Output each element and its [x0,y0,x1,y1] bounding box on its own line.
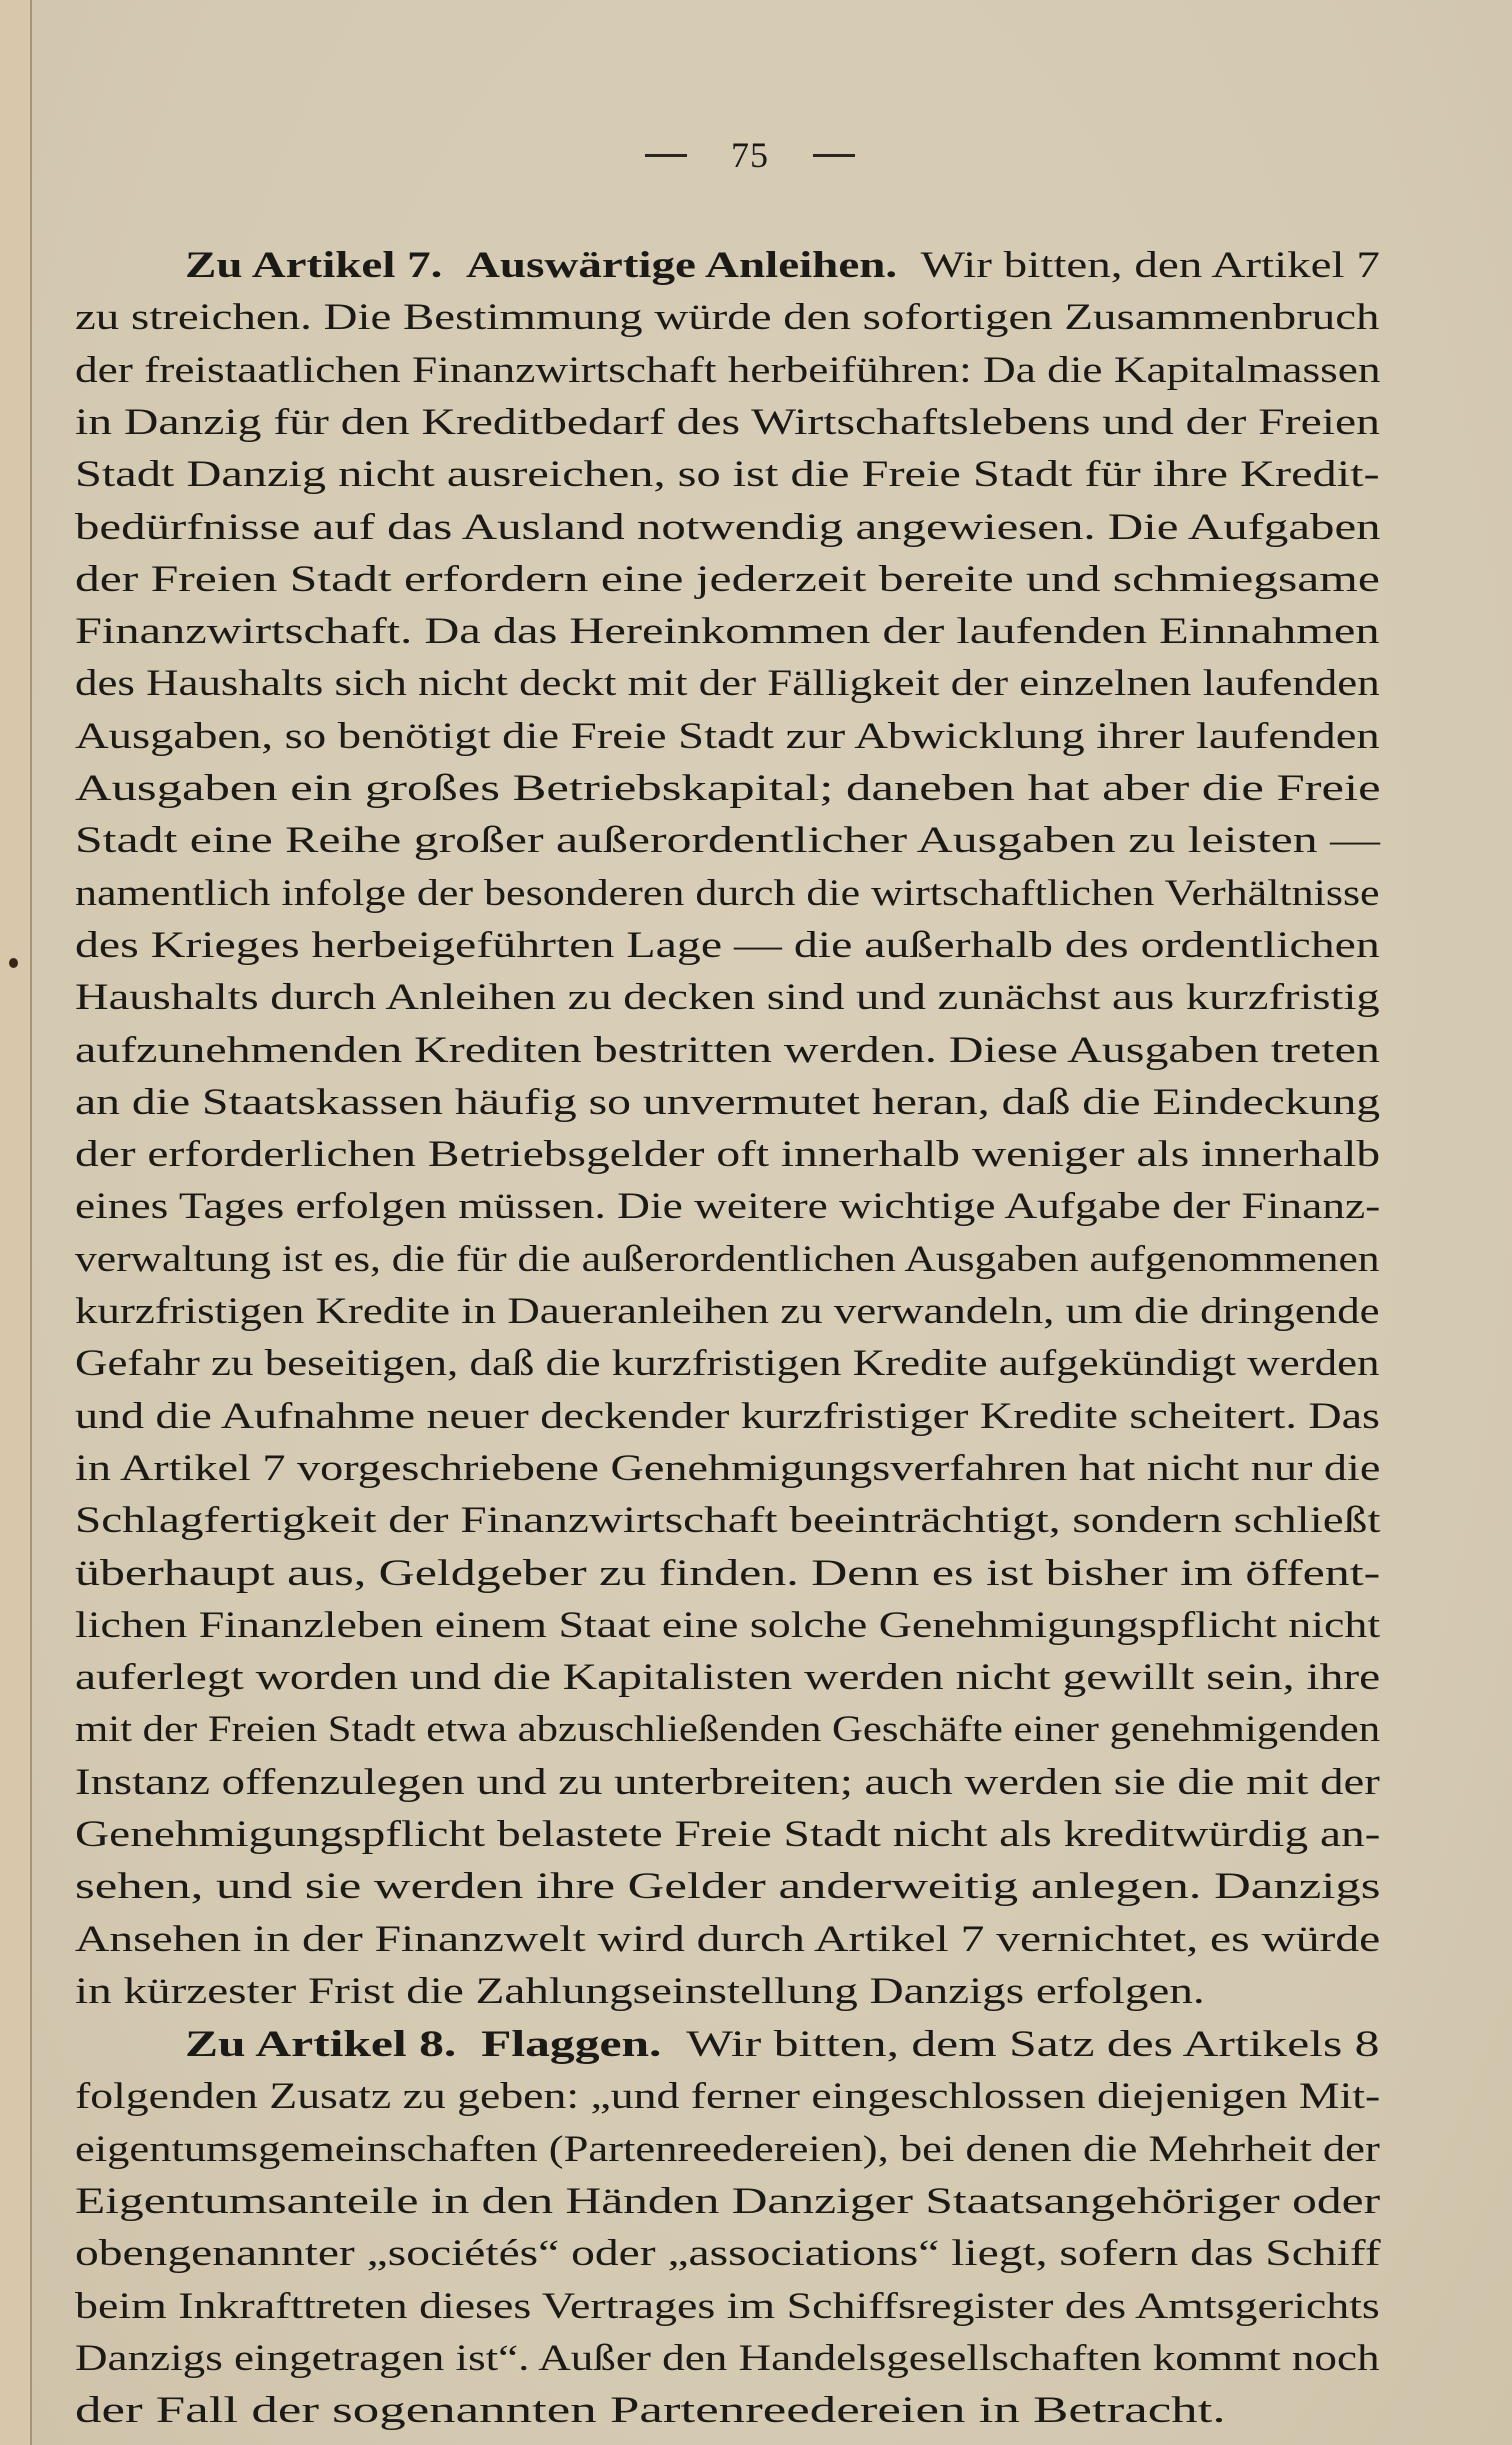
paragraph-article-7-line [75,1234,1380,1286]
line-text: des Krieges herbeigeführten Lage — die außerhalb des ordentlichen [75,924,1380,966]
paragraph-article-7-line [75,1704,1380,1756]
line-text: Schlagfertigkeit der Finanzwirtschaft beeinträchtigt, sondern schließt [75,1500,1381,1542]
line-text: obengenannter „sociétés“ oder „associations“ liegt, sofern das Schiff [75,2233,1381,2275]
line-text: Ansehen in der Finanzwelt wird durch Artikel 7 vernichtet, es würde [75,1918,1381,1960]
paragraph-article-7-line [75,554,1380,606]
line-text: überhaupt aus, Geldgeber zu finden. Denn es ist bisher im öffent- [75,1552,1381,1594]
line-text: Finanzwirtschaft. Da das Hereinkommen der laufenden Einnahmen [75,611,1380,653]
paragraph-article-7-line [75,711,1380,763]
line-text: Eigentumsanteile in den Händen Danziger Staatsangehöriger oder [75,2180,1381,2222]
line-text: eines Tages erfolgen müssen. Die weitere wichtige Aufgabe der Finanz- [75,1186,1381,1228]
paragraph-article-8-line [75,2385,1226,2437]
paragraph-article-7-line [75,1286,1380,1338]
article-title: Flaggen. [481,2024,662,2065]
paragraph-article-7-line [185,240,1380,292]
line-text: Wir bitten, dem Satz des Artikels 8 [686,2024,1380,2065]
line-text: der Freien Stadt erfordern eine jederzeit bereite und schmiegsame [75,558,1380,600]
line-text: auferlegt worden und die Kapitalisten werden nicht gewillt sein, ihre [75,1657,1381,1699]
article-heading: Zu Artikel 8. [185,2024,457,2065]
line-text: Stadt eine Reihe großer außerordentlicher Ausgaben zu leisten — [75,820,1380,862]
line-text: in Danzig für den Kreditbedarf des Wirtschaftslebens und der Freien [75,401,1380,443]
line-text: Instanz offenzulegen und zu unterbreiten; auch werden sie die mit der [75,1761,1380,1803]
paragraph-article-8-line [75,2071,1380,2123]
paragraph-article-8-line [75,2124,1380,2176]
paragraph-article-8-line [185,2019,1379,2071]
line-text: lichen Finanzleben einem Staat eine solche Genehmigungspflicht nicht [75,1604,1381,1646]
paragraph-article-7-line [75,1443,1380,1495]
line-text: Wir bitten, den Artikel 7 [920,245,1380,286]
paragraph-article-8-line [75,2228,1381,2280]
paragraph-article-7-line [75,1129,1380,1181]
line-text: Genehmigungspflicht belastete Freie Stadt nicht als kreditwürdig an- [75,1814,1381,1855]
line-text: namentlich infolge der besonderen durch die wirtschaftlichen Verhältnisse [75,872,1380,914]
paragraph-article-7-line [75,1652,1380,1704]
line-text: kurzfristigen Kredite in Daueranleihen zu verwandeln, um die dringende [75,1291,1380,1332]
paragraph-article-7-line [75,1914,1380,1966]
line-text: des Haushalts sich nicht deckt mit der Fälligkeit der einzelnen laufenden [75,663,1380,705]
paragraph-article-7-line [75,763,1381,815]
line-text: Ausgaben ein großes Betriebskapital; daneben hat aber die Freie [75,768,1381,809]
article-title: Auswärtige Anleihen. [465,245,898,286]
line-text: an die Staatskassen häufig so unvermutet heran, daß die Eindeckung [75,1081,1381,1123]
paragraph-article-7-line [75,449,1380,501]
paragraph-article-7-line [75,815,1380,867]
line-text: der erforderlichen Betriebsgelder oft innerhalb weniger als innerhalb [75,1134,1381,1176]
paragraph-article-7-line [75,292,1379,344]
paragraph-article-7-line [75,502,1381,554]
paragraph-article-7-line [75,397,1380,449]
article-heading: Zu Artikel 7. [185,245,443,286]
paragraph-article-7-line [75,1077,1380,1129]
line-text: folgenden Zusatz zu geben: „und ferner eingeschlossen diejenigen Mit- [75,2076,1381,2118]
paragraph-article-7-line [75,1025,1380,1077]
ink-spot [9,958,18,968]
paragraph-article-7-line [75,345,1380,397]
line-text: in Artikel 7 vorgeschriebene Genehmigungsverfahren hat nicht nur die [75,1447,1381,1489]
line-text: Stadt Danzig nicht ausreichen, so ist die Freie Stadt für ihre Kredit- [75,454,1380,496]
page-gutter [0,0,32,2445]
page-number-dash-right [813,154,855,157]
line-text: sehen, und sie werden ihre Gelder anderweitig anlegen. Danzigs [75,1866,1381,1908]
paragraph-article-7-line [75,1757,1380,1809]
paragraph-article-7-line [75,972,1380,1024]
line-text: aufzunehmenden Krediten bestritten werden. Diese Ausgaben treten [75,1029,1380,1071]
paragraph-article-7-line [75,1338,1380,1390]
paragraph-article-7-line [75,868,1380,920]
line-text: zu streichen. Die Bestimmung würde den sofortigen Zusammenbruch [75,297,1380,339]
paragraph-article-7-line [75,1548,1380,1600]
page-number-dash-left [645,154,687,157]
line-text: Danzigs eingetragen ist“. Außer den Handelsgesellschaften kommt noch [75,2337,1380,2379]
paragraph-article-8-line [75,2176,1380,2228]
line-text: in kürzester Frist die Zahlungseinstellung Danzigs erfolgen. [75,1970,1205,2012]
line-text: beim Inkrafttreten dieses Vertrages im Schiffsregister des Amtsgerichts [75,2285,1380,2327]
paragraph-article-7-line [75,658,1380,710]
paragraph-article-7-line [75,1861,1380,1913]
line-text: Haushalts durch Anleihen zu decken sind und zunächst aus kurzfristig [75,977,1380,1019]
line-text: der Fall der sogenannten Partenreedereien in Betracht. [75,2390,1226,2432]
line-text: bedürfnisse auf das Ausland notwendig angewiesen. Die Aufgaben [75,506,1381,548]
page-number: 75 [731,135,769,175]
line-text: Gefahr zu beseitigen, daß die kurzfristigen Kredite aufgekündigt werden [75,1343,1380,1385]
paragraph-article-7-line [75,1181,1380,1233]
paragraph-article-7-line [75,1809,1380,1861]
paragraph-article-7-line [75,1966,1205,2018]
line-text: der freistaatlichen Finanzwirtschaft herbeiführen: Da die Kapitalmassen [75,349,1381,391]
paragraph-article-7-line [75,1391,1380,1443]
paragraph-article-7-line [75,1495,1380,1547]
line-text: Ausgaben, so benötigt die Freie Stadt zur Abwicklung ihrer laufenden [75,715,1380,757]
page-number-header [600,130,900,180]
paragraph-article-8-line [75,2281,1380,2333]
paragraph-article-7-line [75,920,1380,972]
line-text: eigentumsgemeinschaften (Partenreedereien), bei denen die Mehrheit der [75,2128,1380,2170]
paragraph-article-7-line [75,1600,1380,1652]
paragraph-article-7-line [75,606,1380,658]
paragraph-article-8-line [75,2333,1380,2385]
line-text: und die Aufnahme neuer deckender kurzfristiger Kredite scheitert. Das [75,1395,1380,1437]
line-text: verwaltung ist es, die für die außerordentlichen Ausgaben aufgenommenen [75,1238,1380,1280]
line-text: mit der Freien Stadt etwa abzuschließenden Geschäfte einer genehmigenden [75,1709,1381,1751]
